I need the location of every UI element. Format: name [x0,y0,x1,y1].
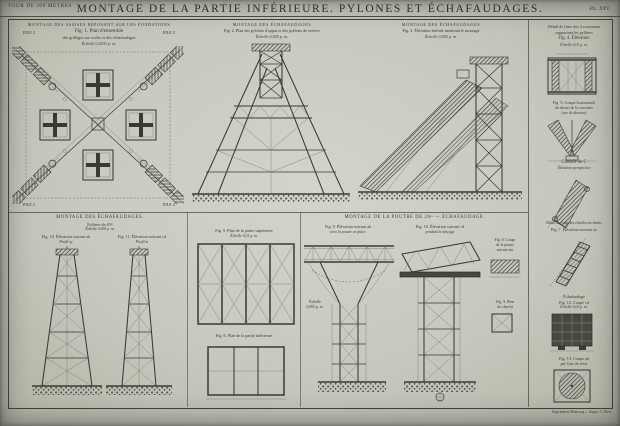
beam-left-caption-1: Fig. 9. Élévation suivant ab [324,224,372,229]
beam-side-caption-3: suivant mn [496,248,514,252]
beam-legend-2: 0,005 p. m. [306,305,324,309]
bottom-left-divider [187,212,188,407]
crown-caption-2: supportant les pylônes [555,29,593,35]
imprint: Imprimerie Monrocq, r. Suger, 3, Paris. [552,410,612,414]
fig12-section-drawing [550,312,594,354]
beam-plan-drawing [490,312,516,336]
axis-caption-2: par l'axe du vérin [560,361,588,366]
beam-header: MONTAGE DE LA POUTRE DE 26ᵐ — ÉCHAFAUDAGE [344,215,484,220]
beam-side-caption-2: de la poutre [496,243,514,247]
fig1-caption-1: Fig. 1. Plan d'ensemble [74,28,124,34]
pylon45-elevation-ab [30,246,104,404]
title-rule [0,16,620,17]
fig1-header: MONTAGE DES ASSISES REPOSANT SUR LES FONDATIONS [27,22,171,27]
pylons45-right-caption-1: Fig. 11. Élévation suivant cd [118,234,166,239]
fig2-caption-1: Fig. 2. Plan des pylônes d'appui et des pylônes de service [224,28,320,33]
fig5-cut-drawing [544,116,600,162]
lower-plan-caption: Fig. 6. Plan de la partie inférieure [215,333,273,338]
pylons45-header-3: Échelle 0,005 p. m. [85,227,115,231]
plate-title: MONTAGE DE LA PARTIE INFÉRIEURE. PYLONES ET ÉCHAFAUDAGES. [76,3,544,15]
fig2-trestle-drawing [190,42,352,210]
beam-legend-1: Échelle [309,300,321,304]
pylons45-header-1: MONTAGE DES ÉCHAFAUDAGES. [56,215,144,220]
fig1-pile2-label: PILE 2 [23,30,35,35]
beam-tower-cd-drawing [396,240,484,404]
fig3-caption-1: Fig. 3. Élévation latérale montrant le montage [402,28,480,33]
fig3-lattice-drawing [356,42,524,210]
section-caption-1: Échafaudage [563,294,585,299]
fig13-axis-drawing [552,368,592,406]
axis-caption-1: Fig. 13. Coupe ab [559,356,589,361]
beam-left-caption-2: avec la poutre en place [330,229,366,234]
fig1-plan-drawing [12,46,184,204]
bottom-mid-divider [300,212,301,407]
beam-right-caption-2: pendant le lançage [425,229,455,234]
fig1-pile3-label: PILE 3 [163,30,175,35]
horizontal-divider [9,212,528,213]
fig1-caption-2: des grillages sur socles et des échafaudages [62,35,136,40]
pylons45-header-2: Pylônes de 45ᵐ [87,221,113,227]
cut-caption-3: (vue de dessous) [561,110,587,115]
section-caption-2: Fig. 12. Coupe cd [559,299,589,305]
console-caption-2: Élévation perspective [557,166,591,170]
fig2-header: MONTAGE DES ÉCHAFAUDAGES [232,22,312,27]
series-title: TOUR DE 300 MÈTRES [8,3,72,9]
fig7-ladder-drawing [548,236,594,290]
ladder-caption-2: Fig. 7. Élévation suivant xy [550,226,598,232]
cut-caption-1: Fig. 5. Coupe horizontale [552,100,596,105]
plate-number: PL. XXV. [589,6,610,12]
pylons45-left-caption-2: Profil xy [59,239,73,244]
fig4-crown-drawing [546,52,598,98]
fig1-pile1-label: PILE 1 [23,202,35,207]
pylons45-left-caption-1: Fig. 10. Élévation suivant ab [41,234,91,239]
cut-caption-2: du dessus de la couronne [555,105,593,110]
ladder-caption-1: Détail de l'une des échelles inclinées [546,221,602,225]
upper-plan-drawing [196,242,296,328]
right-column-divider [528,19,529,407]
beam-side-caption-1: Fig. 8. Coupe [494,238,516,242]
fig1-caption-3: Échelle 0,0033 p. m. [81,40,117,46]
fig2-caption-2: Échelle 0,005 p. m. [255,33,289,39]
crown-caption-3: Fig. 4. Élévation [558,36,590,41]
crown-caption-1: Détail de l'une des 4 couronnes [547,24,601,29]
pylon45-elevation-cd [106,246,172,404]
beam-cut-drawing [488,256,522,282]
fig3-caption-2: Échelle 0,005 p. m. [424,33,458,39]
upper-plan-caption-2: Échelle 0,01 p. m. [230,233,258,238]
upper-plan-caption-1: Fig. 5. Plan de la partie supérieure [215,228,273,233]
beam-right-caption-1: Fig. 10. Élévation suivant cd [415,224,465,229]
fig3-header: MONTAGE DES ÉCHAFAUDAGES [401,22,481,27]
console-caption-1: Console de C [561,160,587,165]
crown-caption-4: Échelle 0,01 p. m. [560,42,588,47]
beam-tower-ab-drawing [302,240,396,404]
pylons45-right-caption-2: Profil zt [135,239,149,244]
fig1-pile4-label: PILE 4 [163,202,175,207]
lower-plan-drawing [204,341,288,403]
beam-side2-caption-2: du chariot [497,305,513,309]
section-caption-3: Échelle 0,02 p. m. [560,305,588,309]
beam-side2-caption-1: Fig. 9. Plan [496,300,514,304]
